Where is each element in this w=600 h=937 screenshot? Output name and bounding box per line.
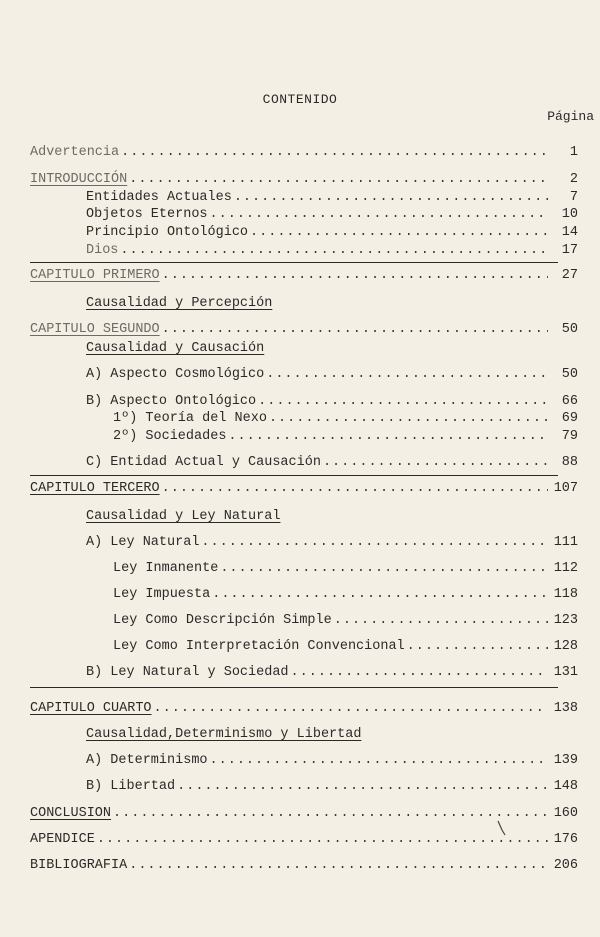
- leader-dots: [291, 665, 548, 680]
- toc-page: 176: [553, 832, 578, 847]
- toc-entry-capitulo-cuarto: [30, 701, 578, 719]
- toc-entry-ley-natural: [86, 535, 578, 553]
- toc-page: 107: [553, 481, 578, 496]
- toc-page: 2: [569, 172, 578, 187]
- toc-page: 7: [569, 190, 578, 205]
- toc-label: CAPITULO CUARTO: [30, 701, 152, 716]
- toc-entry-ontologico: [86, 394, 578, 412]
- toc-page: 148: [553, 779, 578, 794]
- toc-page: 206: [553, 858, 578, 873]
- toc-label: Advertencia: [30, 145, 120, 160]
- pen-mark: [497, 820, 507, 841]
- toc-label: CONCLUSION: [30, 806, 112, 821]
- toc-label: B) Libertad: [86, 779, 176, 794]
- toc-entry-objetos: [86, 207, 578, 225]
- leader-dots: [334, 613, 548, 628]
- toc-label: B) Ley Natural y Sociedad: [86, 665, 289, 680]
- leader-dots: [258, 394, 548, 409]
- leader-dots: [162, 481, 548, 496]
- toc-page: 66: [561, 394, 578, 409]
- toc-page: 88: [561, 455, 578, 470]
- leader-dots: [212, 587, 548, 602]
- toc-label: CAPITULO TERCERO: [30, 481, 160, 496]
- toc-entry-ley-interpretacion: [113, 639, 578, 657]
- toc-label: Ley Como Descripción Simple: [113, 613, 332, 628]
- toc-label: APENDICE: [30, 832, 95, 847]
- chapter-subtitle: Causalidad y Ley Natural: [86, 509, 281, 524]
- leader-dots: [177, 779, 548, 794]
- section-rule: [30, 475, 558, 476]
- leader-dots: [228, 429, 548, 444]
- toc-entry-bibliografia: [30, 858, 578, 876]
- toc-entry-capitulo-primero: [30, 268, 578, 286]
- toc-label: A) Aspecto Cosmológico: [86, 367, 265, 382]
- toc-label: B) Aspecto Ontológico: [86, 394, 257, 409]
- leader-dots: [129, 858, 548, 873]
- toc-label: CAPITULO SEGUNDO: [30, 322, 160, 337]
- leader-dots: [154, 701, 548, 716]
- toc-page: 69: [561, 411, 578, 426]
- leader-dots: [250, 225, 548, 240]
- toc-label: A) Ley Natural: [86, 535, 200, 550]
- toc-label: Principio Ontológico: [86, 225, 249, 240]
- toc-page: 17: [561, 243, 578, 258]
- chapter-subtitle: Causalidad y Causación: [86, 341, 265, 356]
- leader-dots: [121, 145, 548, 160]
- toc-label: CAPITULO PRIMERO: [30, 268, 160, 283]
- toc-entry-ley-descripcion: [113, 613, 578, 631]
- chapter-subtitle: Causalidad y Percepción: [86, 296, 273, 311]
- toc-page: 138: [553, 701, 578, 716]
- toc-entry-entidades: [86, 190, 578, 208]
- toc-label: Objetos Eternos: [86, 207, 208, 222]
- toc-entry-introduccion: [30, 172, 578, 190]
- toc-entry-nexo: [113, 411, 578, 429]
- toc-entry-ley-impuesta: [113, 587, 578, 605]
- leader-dots: [269, 411, 548, 426]
- page-column-header: Página: [547, 109, 594, 124]
- section-rule: [30, 262, 558, 263]
- toc-page: 131: [553, 665, 578, 680]
- section-rule: [30, 687, 558, 688]
- leader-dots: [266, 367, 548, 382]
- toc-label: BIBLIOGRAFIA: [30, 858, 128, 873]
- toc-entry-dios: [86, 243, 578, 261]
- toc-entry-advertencia: [30, 145, 578, 163]
- toc-entry-capitulo-segundo: [30, 322, 578, 340]
- leader-dots: [407, 639, 548, 654]
- page-title: CONTENIDO: [262, 92, 338, 107]
- toc-entry-cosmologico: [86, 367, 578, 385]
- toc-page: 139: [553, 753, 578, 768]
- toc-entry-capitulo-tercero: [30, 481, 578, 499]
- toc-page: 10: [561, 207, 578, 222]
- toc-label: A) Determinismo: [86, 753, 208, 768]
- toc-entry-determinismo: [86, 753, 578, 771]
- toc-label: Dios: [86, 243, 119, 258]
- toc-label: Entidades Actuales: [86, 190, 232, 205]
- toc-entry-libertad: [86, 779, 578, 797]
- toc-page: 118: [553, 587, 578, 602]
- toc-page: 50: [561, 322, 578, 337]
- toc-entry-principio: [86, 225, 578, 243]
- leader-dots: [220, 561, 548, 576]
- leader-dots: [162, 268, 548, 283]
- toc-label: 1º) Teoría del Nexo: [113, 411, 267, 426]
- leader-dots: [210, 753, 548, 768]
- toc-label: INTRODUCCIÓN: [30, 172, 128, 187]
- toc-label: C) Entidad Actual y Causación: [86, 455, 321, 470]
- toc-page: 14: [561, 225, 578, 240]
- toc-page: 111: [553, 535, 578, 550]
- toc-label: 2º) Sociedades: [113, 429, 227, 444]
- toc-page: 128: [553, 639, 578, 654]
- toc-page: 50: [561, 367, 578, 382]
- leader-dots: [323, 455, 548, 470]
- toc-entry-conclusion: [30, 806, 578, 824]
- leader-dots: [120, 243, 548, 258]
- toc-page: 27: [561, 268, 578, 283]
- toc-page: 79: [561, 429, 578, 444]
- leader-dots: [210, 207, 548, 222]
- toc-entry-apendice: [30, 832, 578, 850]
- leader-dots: [97, 832, 548, 847]
- toc-page: 123: [553, 613, 578, 628]
- toc-label: Ley Inmanente: [113, 561, 219, 576]
- leader-dots: [162, 322, 548, 337]
- leader-dots: [201, 535, 548, 550]
- toc-page: 112: [553, 561, 578, 576]
- toc-entry-sociedades: [113, 429, 578, 447]
- toc-label: Ley Impuesta: [113, 587, 211, 602]
- toc-page: 160: [553, 806, 578, 821]
- chapter-subtitle: Causalidad,Determinismo y Libertad: [86, 727, 362, 742]
- toc-label: Ley Como Interpretación Convencional: [113, 639, 405, 654]
- toc-entry-entidad-causacion: [86, 455, 578, 473]
- leader-dots: [113, 806, 548, 821]
- leader-dots: [234, 190, 548, 205]
- toc-page: 1: [569, 145, 578, 160]
- toc-entry-ley-sociedad: [86, 665, 578, 683]
- leader-dots: [129, 172, 548, 187]
- toc-entry-ley-inmanente: [113, 561, 578, 579]
